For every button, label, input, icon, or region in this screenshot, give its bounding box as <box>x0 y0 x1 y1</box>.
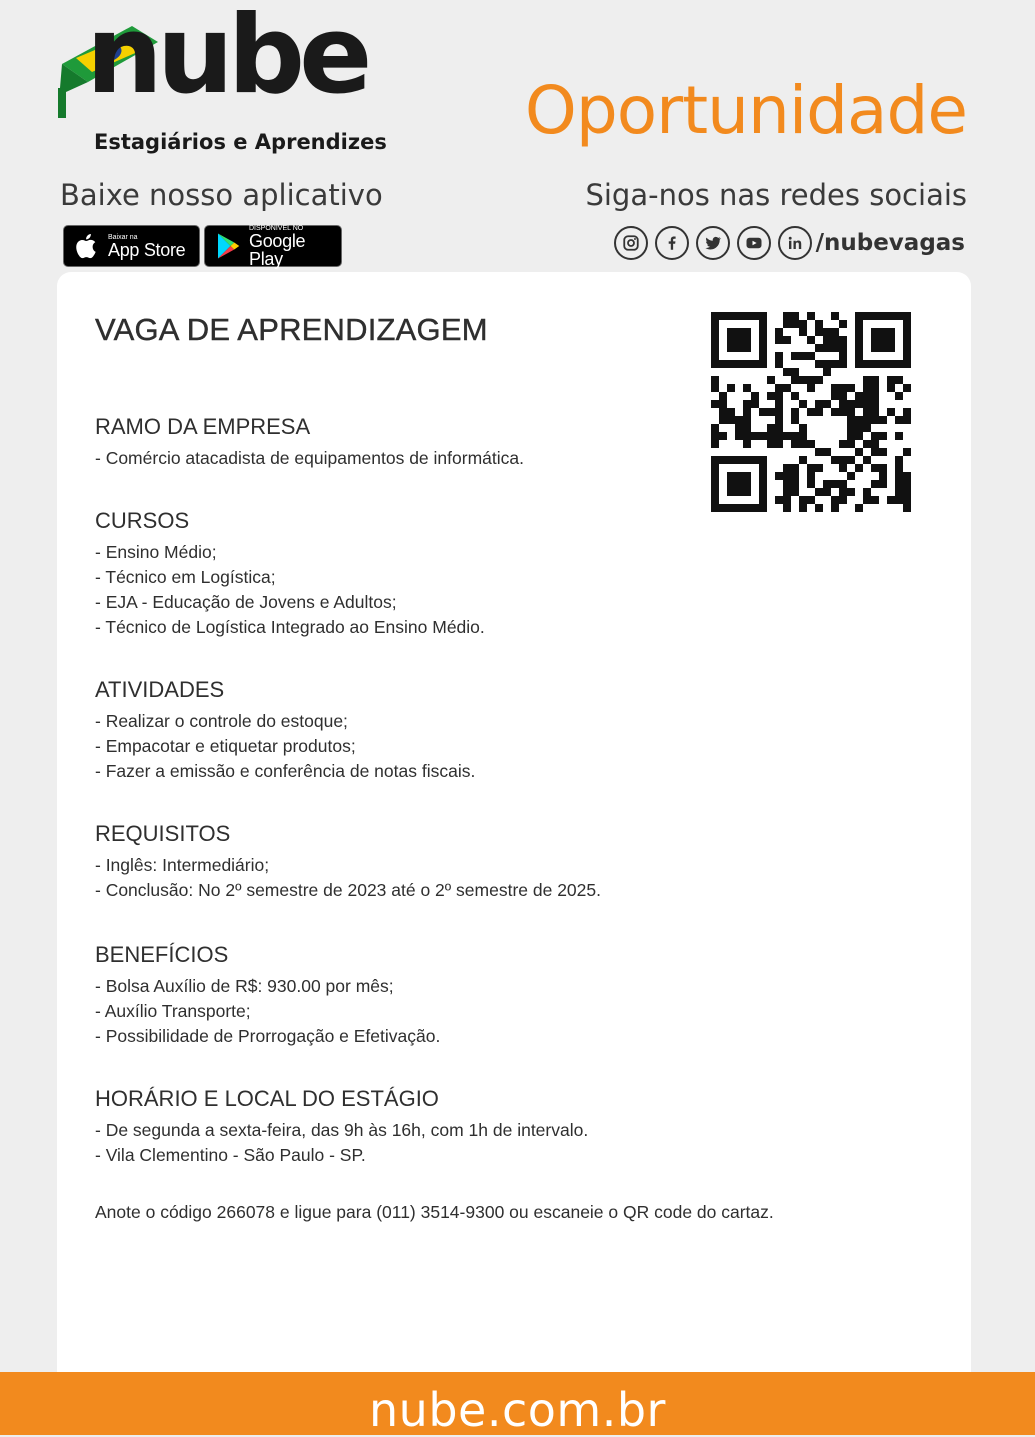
youtube-icon[interactable] <box>737 226 771 260</box>
list-item: - Fazer a emissão e conferência de notas fiscais. <box>95 761 476 781</box>
list-item: - De segunda a sexta-feira, das 9h às 16h, com 1h de intervalo. <box>95 1120 589 1140</box>
job-card <box>57 272 971 1382</box>
list-item: - Técnico em Logística; <box>95 567 276 587</box>
social-handle[interactable]: /nubevagas <box>815 230 965 256</box>
list-item: - Ensino Médio; <box>95 542 217 562</box>
app-store-label: App Store <box>108 239 186 260</box>
linkedin-icon[interactable] <box>778 226 812 260</box>
website-link[interactable]: nube.com.br <box>369 1382 666 1437</box>
instagram-icon[interactable] <box>614 226 648 260</box>
list-item: - Inglês: Intermediário; <box>95 855 270 875</box>
section-beneficios <box>95 942 875 1049</box>
app-store-small-label: Baixar na <box>108 233 138 241</box>
logo-wordmark: nube <box>86 0 367 118</box>
social-links <box>614 226 965 260</box>
app-store-button[interactable] <box>63 225 200 267</box>
list-item: - Técnico de Logística Integrado ao Ensino Médio. <box>95 617 485 637</box>
nube-logo[interactable] <box>58 0 388 163</box>
section-horario <box>95 1086 875 1168</box>
google-play-small-label: DISPONÍVEL NO <box>249 224 304 232</box>
list-item: - Auxílio Transporte; <box>95 1001 251 1021</box>
contact-note: Anote o código 266078 e ligue para (011) 3514-9300 ou escaneie o QR code do cartaz. <box>95 1202 774 1222</box>
logo-subtitle: Estagiários e Aprendizes <box>94 130 387 154</box>
list-item: - Empacotar e etiquetar produtos; <box>95 736 356 756</box>
list-item: - Possibilidade de Prorrogação e Efetivação. <box>95 1026 441 1046</box>
social-title: Siga-nos nas redes sociais <box>585 178 967 212</box>
headline: Oportunidade <box>524 72 967 149</box>
list-item: - Vila Clementino - São Paulo - SP. <box>95 1145 366 1165</box>
google-play-label: Google Play <box>249 230 306 269</box>
section-title: HORÁRIO E LOCAL DO ESTÁGIO <box>95 1086 439 1111</box>
section-atividades <box>95 677 875 784</box>
section-title: REQUISITOS <box>95 821 231 846</box>
section-title: CURSOS <box>95 508 190 533</box>
job-title: VAGA DE APRENDIZAGEM <box>95 312 488 347</box>
list-item: - Realizar o controle do estoque; <box>95 711 348 731</box>
section-requisitos <box>95 821 875 903</box>
google-play-button[interactable] <box>204 225 342 267</box>
list-item: - Bolsa Auxílio de R$: 930.00 por mês; <box>95 976 394 996</box>
section-title: RAMO DA EMPRESA <box>95 414 311 439</box>
twitter-icon[interactable] <box>696 226 730 260</box>
section-title: BENEFÍCIOS <box>95 942 229 967</box>
section-title: ATIVIDADES <box>95 677 225 702</box>
apple-icon <box>72 231 102 261</box>
list-item: - EJA - Educação de Jovens e Adultos; <box>95 592 397 612</box>
section-ramo <box>95 414 875 471</box>
app-download-title: Baixe nosso aplicativo <box>60 178 383 212</box>
footer-bar <box>0 1372 1035 1435</box>
list-item: - Comércio atacadista de equipamentos de informática. <box>95 448 524 468</box>
google-play-icon <box>213 231 243 261</box>
facebook-icon[interactable] <box>655 226 689 260</box>
section-cursos <box>95 508 875 640</box>
list-item: - Conclusão: No 2º semestre de 2023 até o 2º semestre de 2025. <box>95 880 601 900</box>
qr-code[interactable] <box>711 312 911 512</box>
